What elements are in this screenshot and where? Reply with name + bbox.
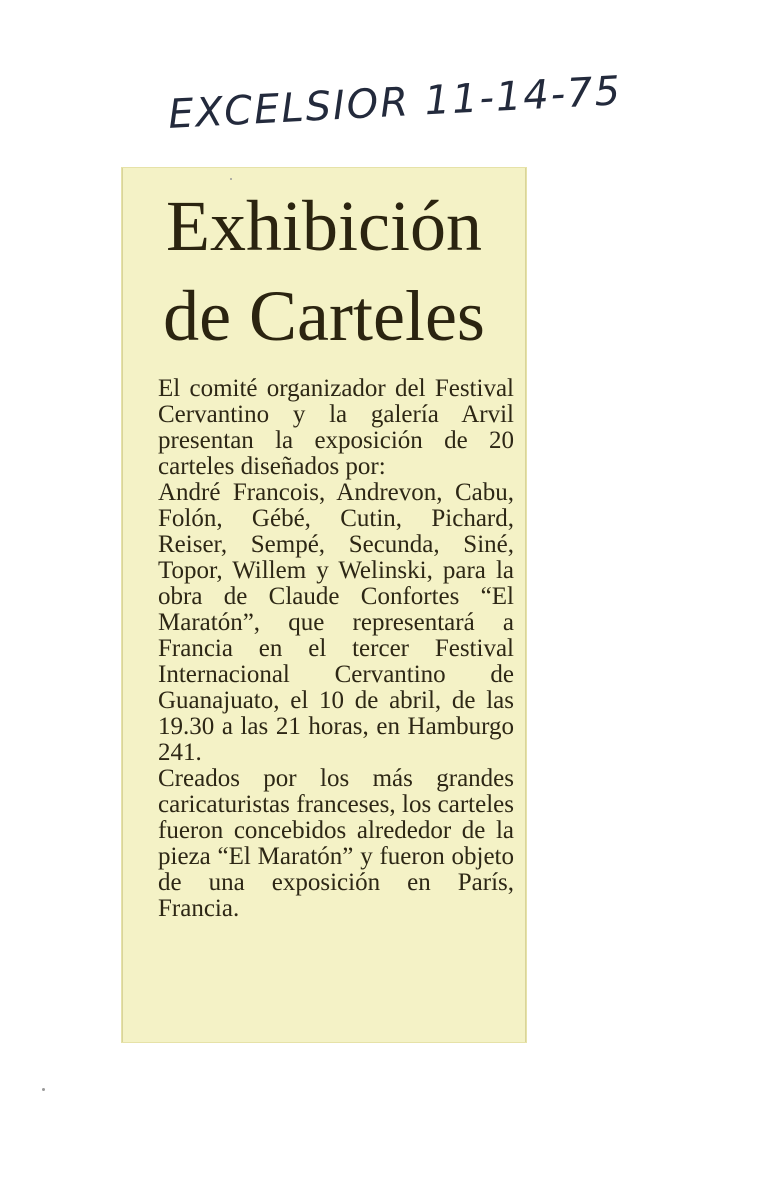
headline-line-1: Exhibición <box>166 186 482 266</box>
paper-speck <box>230 178 232 180</box>
headline-line-2: de Carteles <box>163 276 485 356</box>
newspaper-clipping <box>122 168 526 1042</box>
article-paragraph-1: El comité organizador del Festival Cervantino y la galería Arvil presentan la exposición de 20 carteles diseñados por: <box>158 375 514 480</box>
article-body <box>130 376 514 922</box>
article-paragraph-2: André Francois, Andrevon, Cabu, Folón, Gébé, Cutin, Pichard, Reiser, Sempé, Secunda, Siné, Topor, Willem y Welinski, para la obra de Claude Confortes “El Maratón”, que representará a Francia en el tercer Festival Internacional Cervantino de Guanajuato, el 10 de abril, de las 19.30 a las 21 horas, en Hamburgo 241. <box>158 479 514 766</box>
handwritten-source-date: EXCELSIOR 11-14-75 <box>167 68 624 138</box>
clipping-left-edge <box>122 168 123 1042</box>
article-paragraph-3: Creados por los más grandes caricaturistas franceses, los carteles fueron concebidos alrededor de la pieza “El Maratón” y fueron objeto de una exposición en París, Francia. <box>158 765 514 922</box>
clipping-right-edge <box>525 168 526 1042</box>
paper-speck <box>42 1088 45 1091</box>
